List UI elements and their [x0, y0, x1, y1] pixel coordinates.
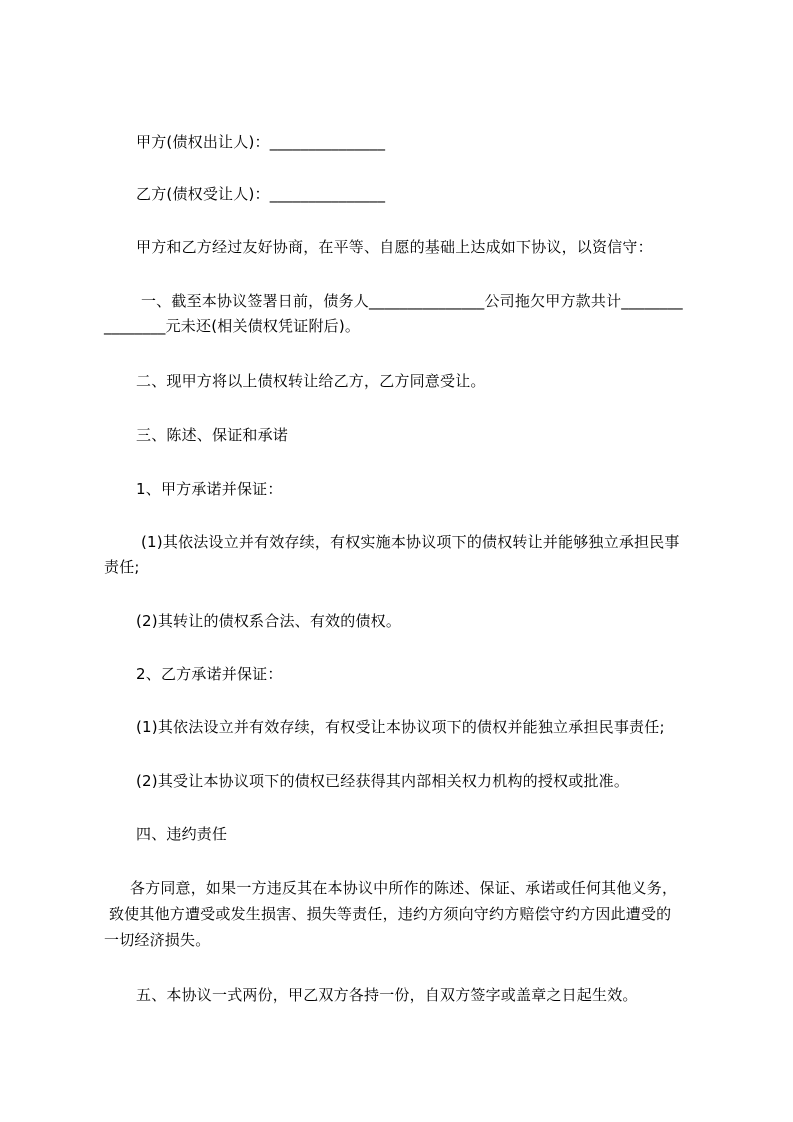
clause-3-1-item-2: (2)其转让的债权系合法、有效的债权。: [136, 612, 402, 630]
clause-3-2-title: 2、乙方承诺并保证：: [136, 665, 283, 683]
clause-4-line-2: 致使其他方遭受或发生损害、损失等责任，违约方须向守约方赔偿守约方因此遭受的: [104, 905, 672, 923]
clause-3-1-title: 1、甲方承诺并保证：: [136, 480, 283, 498]
party-b-line: 乙方(债权受让人)：_______________: [136, 185, 386, 203]
clause-3-1-item-1-line-2: 责任;: [104, 558, 140, 576]
clause-1-line-2: ________元未还(相关债权凭证附后)。: [104, 317, 361, 335]
clause-3-title: 三、陈述、保证和承诺: [136, 426, 289, 444]
clause-5: 五、本协议一式两份，甲乙双方各持一份，自双方签字或盖章之日起生效。: [136, 986, 638, 1004]
clause-3-1-item-1-line-1: (1)其依法设立并有效存续，有权实施本协议项下的债权转让并能够独立承担民事: [136, 533, 680, 551]
clause-1-line-1: 一、截至本协议签署日前，债务人_______________公司拖欠甲方款共计________: [136, 292, 683, 310]
clause-4-line-3: 一切经济损失。: [104, 931, 211, 949]
clause-4-title: 四、违约责任: [136, 825, 228, 843]
clause-4-line-1: 各方同意，如果一方违反其在本协议中所作的陈述、保证、承诺或任何其他义务，: [120, 879, 678, 897]
clause-3-2-item-2: (2)其受让本协议项下的债权已经获得其内部相关权力机构的授权或批准。: [136, 772, 630, 790]
clause-3-2-item-1: (1)其依法设立并有效存续，有权受让本协议项下的债权并能独立承担民事责任;: [136, 718, 665, 736]
party-a-line: 甲方(债权出让人)：_______________: [136, 133, 386, 151]
intro-paragraph: 甲方和乙方经过友好协商，在平等、自愿的基础上达成如下协议，以资信守：: [136, 238, 653, 256]
clause-2: 二、现甲方将以上债权转让给乙方，乙方同意受让。: [136, 372, 486, 390]
